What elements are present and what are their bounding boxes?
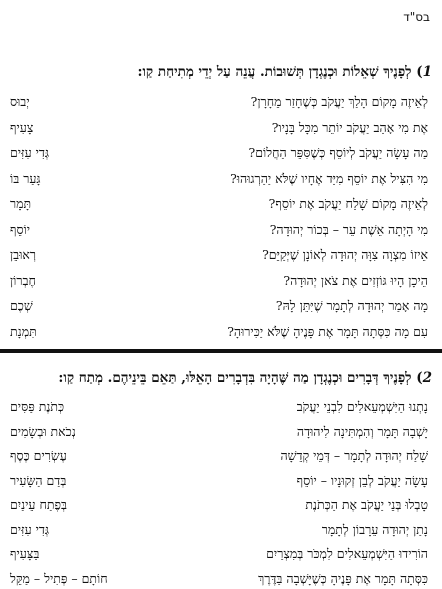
section2-title: לְפָנֶיךָ דְּבָרִים וּכְנֶגְדָן מַה שֶּׁהָיָה בִּדְבָרִים הָאֵלּוּ, תַּאֵם בֵּינֵיהֶם. מְתַח קַו: [58,370,412,386]
match-item-text: עֶשְׂרִים כֶּסֶף [10,448,67,463]
match-event-text: כִּסְּתָה תָּמָר אֶת פָּנֶיהָ כְּשֶׁיָּשְׁבָה בַּדֶּרֶךְ [258,570,428,586]
question-text: מִי הִצִּיל אֶת יוֹסֵף מִיַּד אֶחָיו שֶׁלֹּא יַהַרְגוּהוּ? [230,170,428,186]
section2-number: 2 [422,370,432,386]
match-item-text: בְּפֶתַח עֵינַיִם [10,497,68,512]
match-item-text: חוֹתָם – פְּתִיל – מַקֵּל [10,570,108,586]
match-row [10,422,428,442]
match-row [10,520,428,540]
match-event-text: עָשָׂה יַעֲקֹב לְבֵן זְקוּנָיו – יוֹסֵף [296,472,428,488]
section2-heading: 2) לְפָנֶיךָ דְּבָרִים וּכְנֶגְדָן מַה שֶּׁהָיָה בִּדְבָרִים הָאֵלּוּ, תַּאֵם בֵּינֵיהֶם. מְתַח קַו: [58,370,432,386]
match-item-text: גְּדִי עִזִּים [10,521,50,537]
section1-heading: 1) לְפָנֶיךָ שְׁאֵלוֹת וּכְנֶגְדָן תְּשׁוּבוֹת. עֲנֵה עַל יְדֵי מְתִיחַת קַו: [137,64,432,80]
answer-option: תִּמְנָת [10,323,37,339]
question-text: אֶת מִי אָהַב יַעֲקֹב יוֹתֵר מִכָּל בָּנָיו? [271,119,428,135]
match-item-text: כְּתֹנֶת פַּסִּים [10,399,65,414]
match-item-text: בַּצָּעִיף [10,546,40,561]
question-row [10,118,428,138]
match-event-text: שָׁלַח יְהוּדָה לְתָמָר – דְּמֵי קְדֵשָׁה [280,448,428,463]
question-row [10,143,428,163]
question-text: אֵיזוֹ מִצְוָה צִוָּה יְהוּדָה לְאוֹנָן שֶׁיְּקַיֵּם? [262,247,428,262]
question-row [10,322,428,342]
question-text: מִי הָיְתָה אֵשֶׁת עֵר – בְּכוֹר יְהוּדָה? [269,221,428,237]
answer-option: חֶבְרוֹן [10,272,36,288]
answer-option: רְאוּבֵן [10,247,37,262]
match-item-text: בְּדַם הַשָּׂעִיר [10,472,67,488]
question-row [10,245,428,265]
section1-number: 1 [422,64,432,80]
answer-option: תָּמָר [10,196,32,211]
answer-option: שְׁכֶם [10,298,33,313]
question-row [10,220,428,240]
question-row [10,271,428,291]
answer-option: גָּעַר בּוֹ [10,170,41,186]
question-text: לְאֵיזֶה מָקוֹם שָׁלַח יַעֲקֹב אֶת יוֹסֵף? [268,196,428,211]
match-row [10,471,428,491]
match-event-text: הוֹרִידוּ הַיִּשְׁמְעֵאלִים לִמְכֹּר בְּמִצְרַיִם [266,546,428,561]
section1-title: לְפָנֶיךָ שְׁאֵלוֹת וּכְנֶגְדָן תְּשׁוּבוֹת. עֲנֵה עַל יְדֵי מְתִיחַת קַו: [137,64,412,80]
match-row [10,397,428,417]
match-row [10,544,428,564]
answer-option: יוֹסֵף [10,221,31,237]
match-event-text: יָשְׁבָה תָּמָר וְהִמְתִּינָה לִיהוּדָה [296,423,428,439]
match-event-text: נָתַן יְהוּדָה עֵרָבוֹן לְתָמָר [321,521,428,537]
question-row [10,194,428,214]
question-text: עִם מָה כִּסְּתָה תָּמָר אֶת פָּנֶיהָ שֶׁלֹּא יַכִּירוּהָ? [227,323,428,339]
question-text: הֵיכָן הָיוּ גּוֹזְזִים אֶת צֹאן יְהוּדָה? [283,272,428,288]
match-row [10,495,428,515]
match-item-text: נְכֹאת וּבְשָׂמִים [10,423,76,439]
bsd-header: בס"ד [403,10,430,24]
answer-option: צָעִיף [10,119,34,135]
question-row [10,92,428,112]
question-row [10,169,428,189]
match-row [10,569,428,589]
question-row [10,296,428,316]
question-text: מָה אָמַר יְהוּדָה לְתָמָר שֶׁיִּתֵּן לָהּ? [275,298,428,313]
answer-option: גְּדִי עִזִּים [10,145,50,160]
question-text: מַה עָשָׂה יַעֲקֹב לְיוֹסֵף כְּשֶׁסִּפֵּר הַחֲלוֹם? [248,145,428,160]
question-text: לְאֵיזֶה מָקוֹם הָלַךְ יַעֲקֹב כְּשֶׁחָזַר מֵחָרָן? [250,94,428,109]
match-row [10,446,428,466]
match-event-text: טָבְלוּ בְּנֵי יַעֲקֹב אֶת הַכְּתֹנֶת [305,497,428,512]
answer-option: יְבוּס [10,94,30,109]
section-divider [0,349,442,353]
match-event-text: נָתְנוּ הַיִּשְׁמְעֵאלִים לִבְנֵי יַעֲקֹב [296,399,428,414]
